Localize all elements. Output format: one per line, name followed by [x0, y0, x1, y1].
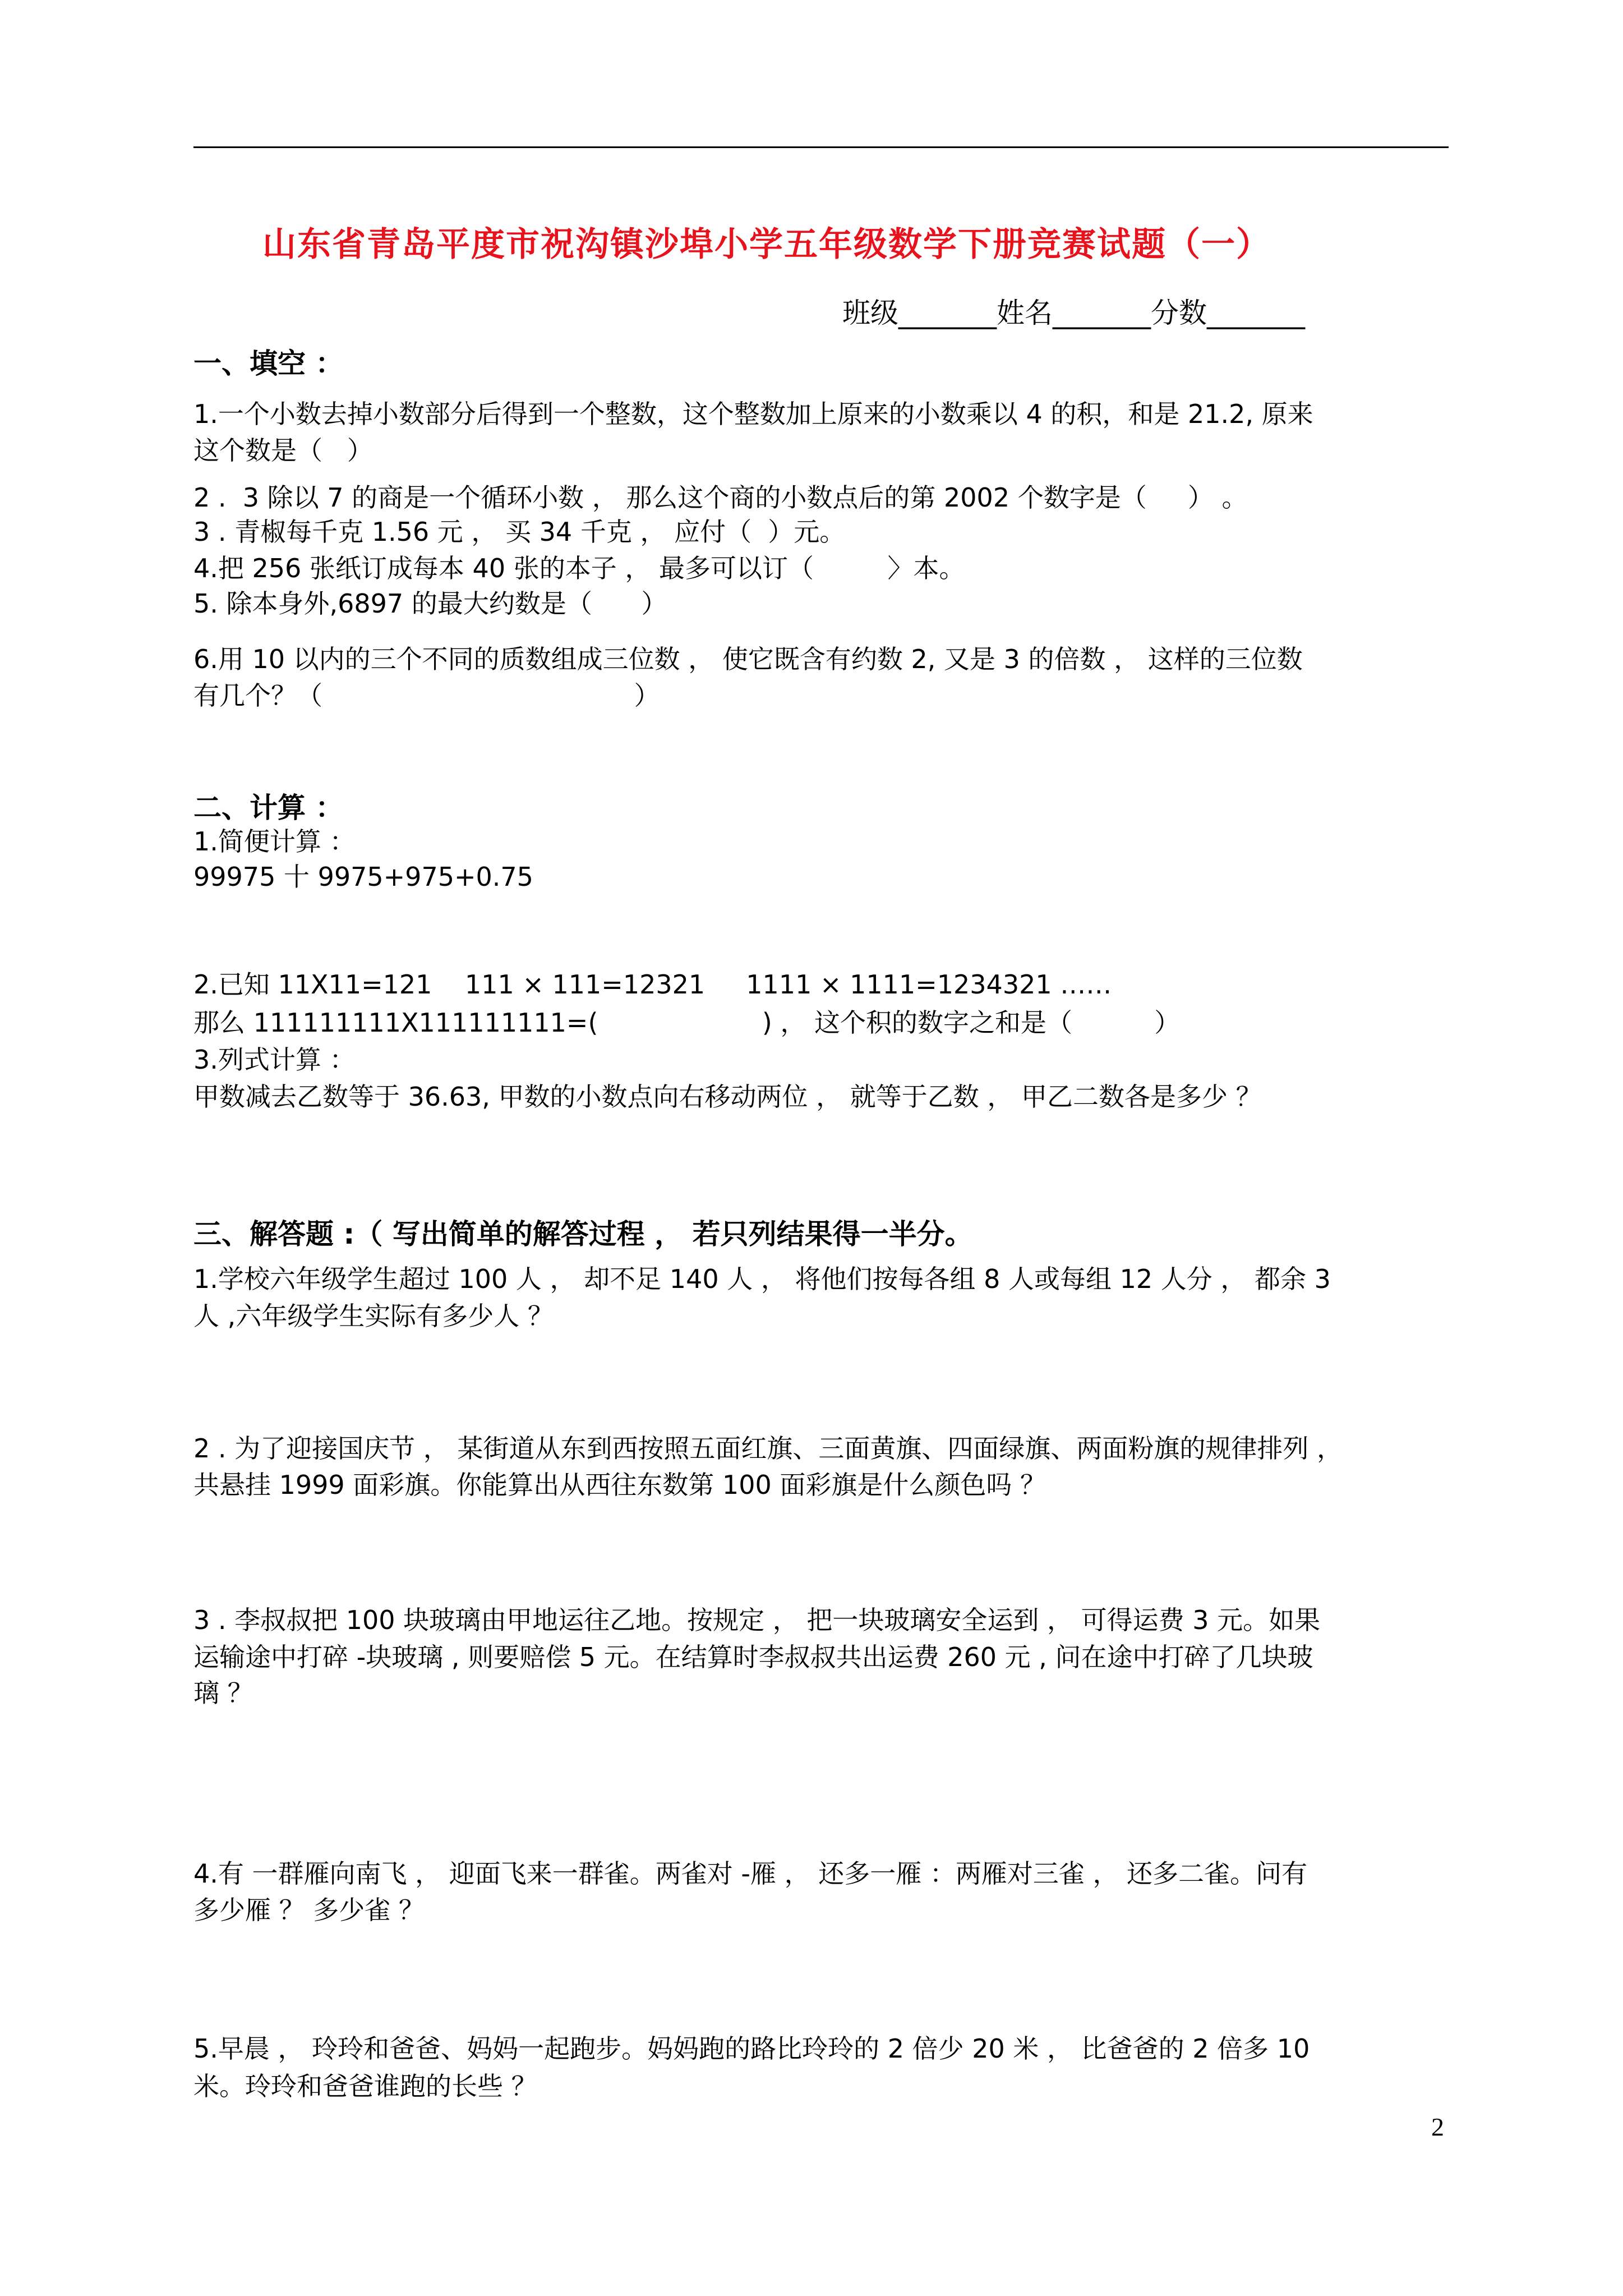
question-line: 甲数减去乙数等于 36.63, 甲数的小数点向右移动两位 ， 就等于乙数 ， 甲乙二数各是多少 ？: [193, 1082, 1262, 1112]
section-heading-1: 一、填空 ：: [193, 347, 344, 380]
question-line: 5. 除本身外,6897 的最大约数是（ ）: [193, 588, 667, 619]
question-line: 共悬挂 1999 面彩旗。你能算出从西往东数第 100 面彩旗是什么颜色吗 ？: [193, 1470, 1046, 1500]
question-line: 这个数是（ ）: [193, 435, 373, 466]
header-rule: [193, 146, 1449, 148]
question-line: 3 . 青椒每千克 1.56 元 ， 买 34 千克 ， 应付（ ）元。: [193, 517, 846, 547]
question-line: 有几个？（ ）: [193, 680, 660, 711]
question-line: 璃 ？: [193, 1678, 253, 1708]
question-line: 米。玲玲和爸爸谁跑的长些 ？: [193, 2071, 537, 2101]
student-info: 班级_______姓名_______分数_______: [842, 297, 1305, 329]
question-line: 人 ,六年级学生实际有多少人 ？: [193, 1301, 554, 1331]
page-number: 2: [1431, 2113, 1444, 2141]
question-line: 运输途中打碎 -块玻璃 , 则要赔偿 5 元。在结算时李叔叔共出运费 260 元 , 问在途中打碎了几块玻: [193, 1642, 1313, 1672]
section-heading-3: 三、解答题 :（ 写出简单的解答过程 ， 若只列结果得一半分。: [193, 1218, 973, 1250]
question-line: 2.已知 11X11=121 111 × 111=12321 1111 × 1111=1234321 ……: [193, 969, 1112, 1000]
question-line: 4.把 256 张纸订成每本 40 张的本子 ， 最多可以订（ 〉本。: [193, 553, 965, 583]
question-line: 1.学校六年级学生超过 100 人 ， 却不足 140 人 ， 将他们按每各组 8 人或每组 12 人分 ， 都余 3: [193, 1264, 1331, 1294]
question-line: 1.一个小数去掉小数部分后得到一个整数，这个整数加上原来的小数乘以 4 的积，和是 21.2, 原来: [193, 399, 1313, 429]
question-line: 2 . 为了迎接国庆节 ， 某街道从东到西按照五面红旗、三面黄旗、四面绿旗、两面粉旗的规律排列 ，: [193, 1433, 1343, 1464]
question-line: 多少雁 ？ 多少雀 ？: [193, 1895, 425, 1925]
question-line: 4.有 一群雁向南飞 ， 迎面飞来一群雀。两雀对 -雁 ， 还多一雁 ：两雁对三雀 ， 还多二雀。问有: [193, 1858, 1308, 1889]
question-line: 5.早晨 ， 玲玲和爸爸、妈妈一起跑步。妈妈跑的路比玲玲的 2 倍少 20 米 ， 比爸爸的 2 倍多 10: [193, 2033, 1310, 2064]
page-title: 山东省青岛平度市祝沟镇沙埠小学五年级数学下册竞赛试题（一）: [262, 225, 1271, 264]
question-line: 99975 十 9975+975+0.75: [193, 862, 533, 892]
question-line: 3 . 李叔叔把 100 块玻璃由甲地运往乙地。按规定 ， 把一块玻璃安全运到 ， 可得运费 3 元。如果: [193, 1605, 1321, 1635]
question-line: 那么 111111111X111111111=( ) ， 这个积的数字之和是（ ）: [193, 1007, 1181, 1038]
section-heading-2: 二、计算 ：: [193, 792, 344, 824]
question-line: 3.列式计算 ：: [193, 1045, 356, 1075]
question-line: 2 . 3 除以 7 的商是一个循环小数 ， 那么这个商的小数点后的第 2002 个数字是（ ） 。: [193, 482, 1248, 513]
question-line: 6.用 10 以内的三个不同的质数组成三位数 ， 使它既含有约数 2, 又是 3 的倍数 ， 这样的三位数: [193, 644, 1303, 674]
question-line: 1.简便计算 ：: [193, 826, 356, 857]
